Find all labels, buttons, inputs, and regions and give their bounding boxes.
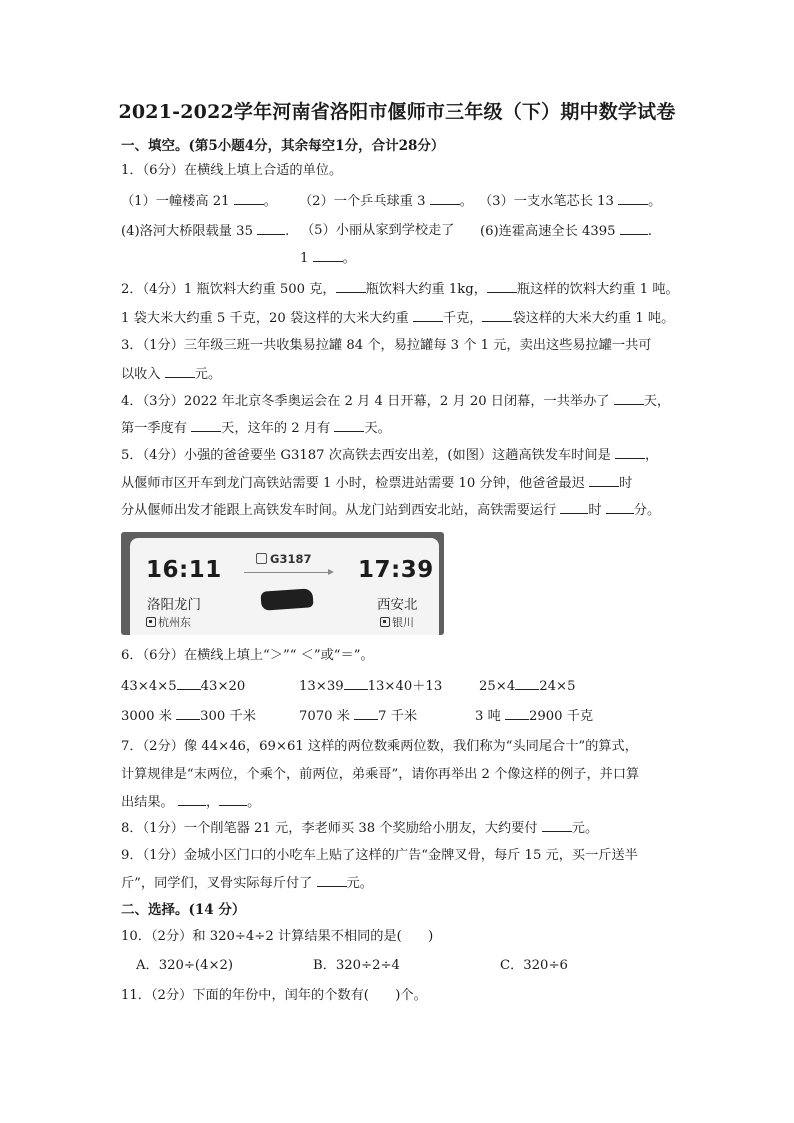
- train-station-icon: [146, 617, 156, 627]
- question-1-stem: 1．（6分）在横线上填上合适的单位。: [121, 163, 343, 178]
- answer-blank[interactable]: [430, 192, 460, 205]
- question-2-line-1: 2．（4分）1 瓶饮料大约重 500 克， 瓶饮料大约重 1kg， 瓶这样的饮料大约重 1 吨。: [121, 282, 679, 297]
- q6-row2-item3: 3 吨 2900 千克: [475, 709, 594, 724]
- q10-option-c[interactable]: C．320÷6: [500, 958, 568, 973]
- answer-blank[interactable]: [344, 677, 368, 690]
- answer-blank[interactable]: [606, 501, 634, 514]
- train-ticket-image: [121, 532, 444, 635]
- answer-blank[interactable]: [615, 446, 645, 459]
- q6-row1-item1: 43×4×5 43×20: [121, 679, 246, 694]
- question-5-line-3: 分从偃师出发才能跟上高铁发车时间。从龙门站到西安北站，高铁需要运行 时 分。: [121, 503, 661, 518]
- answer-blank[interactable]: [589, 474, 619, 487]
- q6-row2-item2: 7070 米 7 千米: [299, 709, 418, 724]
- question-9-line-2: 斤”，同学们，叉骨实际每斤付了 元。: [121, 876, 373, 891]
- question-3-line-1: 3．（1分）三年级三班一共收集易拉罐 84 个，易拉罐每 3 个 1 元，卖出这些易拉罐一共可: [121, 338, 652, 353]
- section-1-heading: 一、填空。(第5小题4分，其余每空1分，合计28分）: [121, 138, 445, 154]
- q1-item-5-cont: 1 。: [300, 251, 356, 266]
- answer-blank[interactable]: [354, 707, 378, 720]
- q10-option-a[interactable]: A．320÷(4×2): [136, 958, 234, 973]
- q1-item-1: （1）一幢楼高 21 。: [121, 194, 277, 209]
- q1-item-5: （5）小丽从家到学校走了: [301, 223, 455, 238]
- direction-arrow-icon: [244, 572, 332, 573]
- q1-item-4: (4)洛河大桥限载量 35 .: [121, 224, 290, 239]
- train-icon: [256, 553, 267, 564]
- answer-blank[interactable]: [234, 192, 264, 205]
- question-5-line-1: 5．（4分）小强的爸爸要坐 G3187 次高铁去西安出差，(如图）这趟高铁发车时间是 ，: [121, 448, 659, 463]
- question-7-line-1: 7．（2分）像 44×46，69×61 这样的两位数乘两位数，我们称为“头同尾合十”的算式，: [121, 739, 638, 754]
- question-10-stem: 10．（2分）和 320÷4÷2 计算结果不相同的是( ): [121, 929, 434, 944]
- question-7-line-3: 出结果。 ， 。: [121, 795, 261, 810]
- departure-time: 16:11: [146, 557, 222, 583]
- q6-row2-item1: 3000 米 300 千米: [121, 709, 256, 724]
- q10-option-b[interactable]: B．320÷2÷4: [313, 958, 400, 973]
- arrival-sub: 银川: [380, 614, 414, 630]
- answer-blank[interactable]: [317, 874, 347, 887]
- answer-blank[interactable]: [165, 365, 195, 378]
- answer-blank[interactable]: [336, 280, 366, 293]
- question-4-line-2: 第一季度有 天，这年的 2 月有 天。: [121, 421, 391, 436]
- question-7-line-2: 计算规律是“末两位，个乘个，前两位，弟乘哥”，请你再举出 2 个像这样的例子，并口算: [121, 767, 640, 782]
- answer-blank[interactable]: [487, 280, 517, 293]
- departure-sub: 杭州东: [146, 614, 191, 630]
- answer-blank[interactable]: [177, 677, 201, 690]
- arrival-station: 西安北: [377, 597, 418, 613]
- answer-blank[interactable]: [614, 392, 644, 405]
- q1-item-2: （2）一个乒乓球重 3 。: [299, 194, 473, 209]
- answer-blank[interactable]: [191, 419, 221, 432]
- ticket-card: [130, 538, 439, 635]
- departure-station: 洛阳龙门: [147, 597, 201, 613]
- answer-blank[interactable]: [257, 222, 285, 235]
- answer-blank[interactable]: [176, 707, 200, 720]
- answer-blank[interactable]: [560, 501, 588, 514]
- question-6-stem: 6．（6分）在横线上填上“＞”“ ＜”或“＝”。: [121, 648, 374, 663]
- q6-row1-item2: 13×39 13×40＋13: [299, 679, 443, 694]
- question-2-line-2: 1 袋大米大约重 5 千克，20 袋这样的大米大约重 千克， 袋这样的大米大约重 1 吨。: [121, 311, 675, 326]
- answer-blank[interactable]: [219, 793, 247, 806]
- q6-row1-item3: 25×4 24×5: [479, 679, 576, 694]
- q1-item-3: （3）一支水笔芯长 13 。: [479, 194, 662, 209]
- answer-blank[interactable]: [542, 819, 572, 832]
- question-11-stem: 11．（2分）下面的年份中，闰年的个数有( )个。: [121, 988, 427, 1003]
- answer-blank[interactable]: [620, 222, 648, 235]
- answer-blank[interactable]: [505, 707, 529, 720]
- train-station-icon: [380, 617, 390, 627]
- question-8: 8．（1分）一个削笔器 21 元，李老师买 38 个奖励给小朋友，大约要付 元。: [121, 821, 599, 836]
- answer-blank[interactable]: [413, 309, 443, 322]
- question-9-line-1: 9．（1分）金城小区门口的小吃车上贴了这样的广告“金牌叉骨，每斤 15 元，买一斤送半: [121, 848, 638, 863]
- redacted-mark: [260, 588, 313, 611]
- question-5-line-2: 从偃师市区开车到龙门高铁站需要 1 小时，检票进站需要 10 分钟，他爸爸最迟 时: [121, 476, 633, 491]
- answer-blank[interactable]: [178, 793, 206, 806]
- answer-blank[interactable]: [313, 249, 343, 262]
- section-2-heading: 二、选择。(14 分）: [121, 902, 246, 918]
- answer-blank[interactable]: [618, 192, 648, 205]
- question-4-line-1: 4．（3分）2022 年北京冬季奥运会在 2 月 4 日开幕，2 月 20 日闭幕，一共举办了 天，: [121, 394, 671, 409]
- q1-item-6: (6)连霍高速全长 4395 .: [480, 224, 652, 239]
- answer-blank[interactable]: [482, 309, 512, 322]
- answer-blank[interactable]: [515, 677, 539, 690]
- page-title: 2021-2022学年河南省洛阳市偃师市三年级（下）期中数学试卷: [118, 101, 676, 123]
- train-number: G3187: [256, 552, 311, 566]
- arrival-time: 17:39: [358, 557, 434, 583]
- answer-blank[interactable]: [334, 419, 364, 432]
- question-3-line-2: 以收入 元。: [121, 367, 222, 382]
